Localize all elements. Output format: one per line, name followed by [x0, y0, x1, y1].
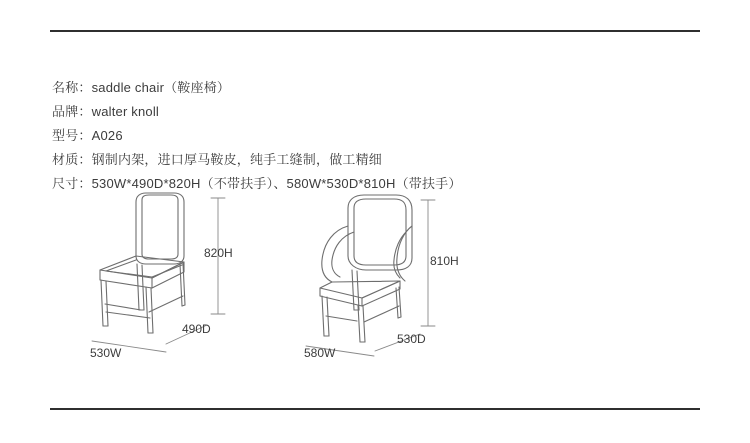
- dim-width-armchair: 580W: [304, 346, 336, 360]
- armchair-svg: [300, 186, 550, 376]
- dim-depth-armchair: 530D: [397, 332, 426, 346]
- spec-material: 材质：钢制内架，进口厚马鞍皮，纯手工缝制，做工精细: [52, 152, 383, 167]
- spec-size: 尺寸：530W*490D*820H（不带扶手）、580W*530D*810H（带扶手）: [52, 176, 462, 191]
- armchair-figure: [300, 186, 550, 376]
- spec-name: 名称：saddle chair（鞍座椅）: [52, 80, 231, 95]
- spec-brand: 品牌：walter knoll: [52, 104, 160, 119]
- dim-width-armless: 530W: [90, 346, 122, 360]
- spec-model: 型号：A026: [52, 128, 123, 143]
- dimension-drawings: [52, 186, 692, 376]
- dim-height-armless: 820H: [204, 246, 233, 260]
- dim-depth-armless: 490D: [182, 322, 211, 336]
- dim-height-armchair: 810H: [430, 254, 459, 268]
- bottom-divider: [50, 408, 700, 410]
- specification-list: [52, 76, 672, 196]
- top-divider: [50, 30, 700, 32]
